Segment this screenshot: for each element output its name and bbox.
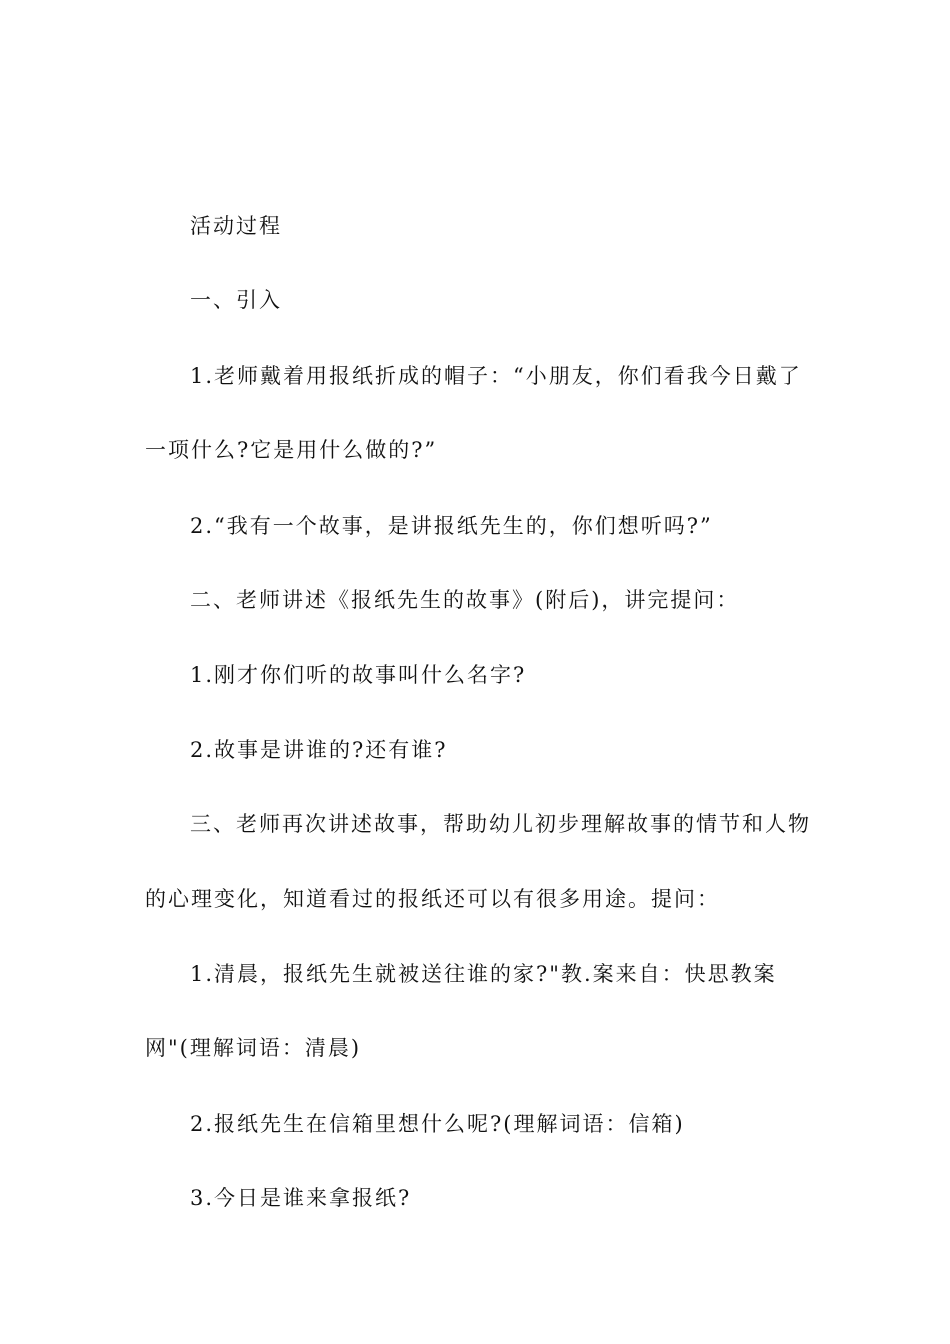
paragraph-line: 1.刚才你们听的故事叫什么名字? [190, 663, 527, 687]
paragraph-line: 一项什么?它是用什么做的?” [145, 438, 438, 462]
paragraph-line: 2.报纸先生在信箱里想什么呢?(理解词语：信箱) [190, 1112, 685, 1136]
paragraph-line: 2.故事是讲谁的?还有谁? [190, 738, 448, 762]
paragraph-line: 网"(理解词语：清晨) [145, 1036, 362, 1060]
paragraph-line: 1.老师戴着用报纸折成的帽子：“小朋友，你们看我今日戴了 [190, 364, 802, 388]
paragraph-line: 3.今日是谁来拿报纸? [190, 1186, 412, 1210]
paragraph-line: 1.清晨，报纸先生就被送往谁的家?"教.案来自：快思教案 [190, 962, 777, 986]
paragraph-line: 2.“我有一个故事，是讲报纸先生的，你们想听吗?” [190, 514, 713, 538]
paragraph-line: 的心理变化，知道看过的报纸还可以有很多用途。提问： [145, 887, 720, 911]
section-heading-activity-process: 活动过程 [190, 214, 282, 238]
section-heading-teacher-story: 二、老师讲述《报纸先生的故事》(附后)，讲完提问： [190, 588, 740, 612]
section-heading-retell-story: 三、老师再次讲述故事，帮助幼儿初步理解故事的情节和人物 [190, 812, 811, 836]
section-heading-introduction: 一、引入 [190, 288, 282, 312]
